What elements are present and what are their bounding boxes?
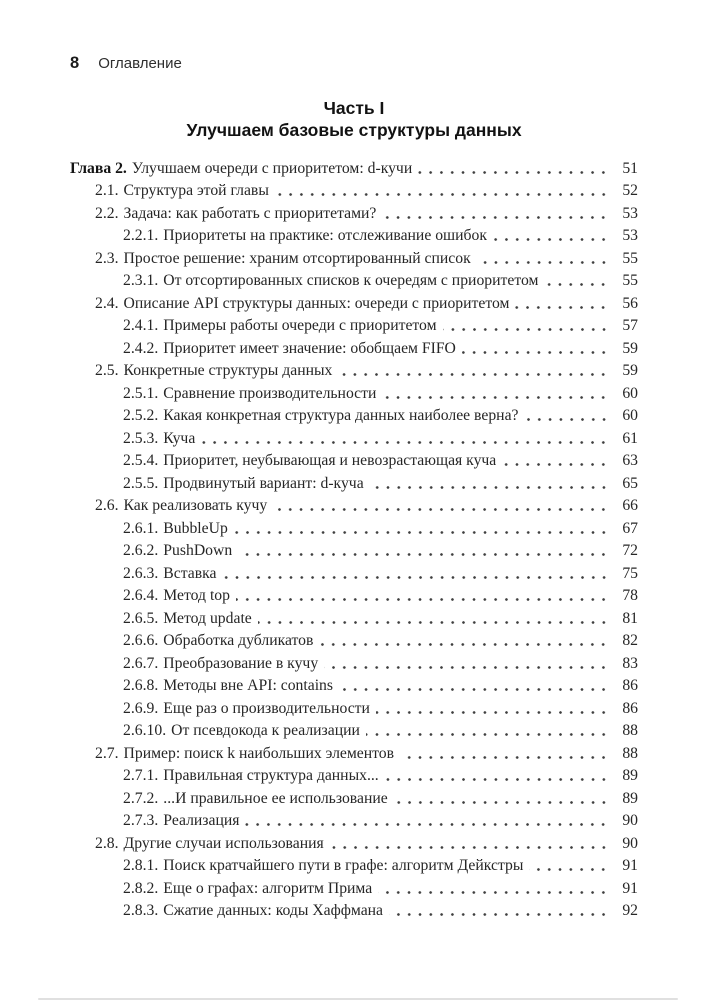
toc-leader-dots <box>382 396 609 399</box>
toc-entry-number: 2.6. <box>95 497 119 515</box>
toc-entry-title: Метод top <box>163 587 230 605</box>
toc-entry-title: Метод update <box>163 609 252 627</box>
toc-leader-dots <box>338 373 609 376</box>
toc-leader-dots <box>275 193 609 196</box>
toc-entry-page: 82 <box>622 632 638 650</box>
toc-entry-number: 2.6.6. <box>123 632 159 650</box>
toc-entry-number: 2.6.10. <box>123 722 167 740</box>
header-title: Оглавление <box>98 55 182 72</box>
toc-entry-page: 66 <box>622 497 638 515</box>
toc-entry-number: Глава 2. <box>70 159 127 177</box>
toc-entry-number: 2.6.4. <box>123 587 159 605</box>
toc-leader-dots <box>238 553 609 556</box>
toc-entry-title: ...И правильное ее использование <box>163 789 388 807</box>
toc-leader-dots <box>462 351 609 354</box>
toc-entry-page: 60 <box>622 407 638 425</box>
toc-entry-page: 72 <box>622 542 638 560</box>
toc-leader-dots <box>376 711 609 714</box>
toc-leader-dots <box>236 598 609 601</box>
toc-entry-page: 65 <box>622 474 638 492</box>
toc-entry-title: Приоритет имеет значение: обобщаем FIFO <box>163 339 456 357</box>
toc-entry <box>70 788 638 811</box>
toc-entry-title: Описание API структуры данных: очереди с приоритетом <box>123 294 510 312</box>
page-number: 8 <box>70 54 80 72</box>
toc-leader-dots <box>378 891 609 894</box>
toc-leader-dots <box>418 171 609 174</box>
toc-leader-dots <box>493 238 609 241</box>
toc-entry <box>70 541 638 564</box>
toc-entry-number: 2.5.1. <box>123 384 159 402</box>
toc-entry <box>70 383 638 406</box>
toc-entry-title: Преобразование в кучу <box>163 654 319 672</box>
toc-entry-number: 2.2.1. <box>123 227 159 245</box>
toc-entry <box>70 181 638 204</box>
toc-entry-number: 2.5. <box>95 362 119 380</box>
toc-leader-dots <box>319 643 609 646</box>
toc-leader-dots <box>339 688 609 691</box>
toc-entry-number: 2.7.2. <box>123 789 159 807</box>
toc-leader-dots <box>389 913 609 916</box>
toc-entry-number: 2.8.2. <box>123 879 159 897</box>
toc-entry-number: 2.5.2. <box>123 407 159 425</box>
toc-leader-dots <box>477 261 609 264</box>
toc-leader-dots <box>394 801 609 804</box>
toc-entry-page: 51 <box>622 159 638 177</box>
toc-entry-number: 2.4. <box>95 294 119 312</box>
toc-entry <box>70 428 638 451</box>
toc-entry <box>70 496 638 519</box>
toc-entry <box>70 653 638 676</box>
toc-entry-number: 2.3.1. <box>123 272 159 290</box>
toc-entry <box>70 203 638 226</box>
toc-entry-title: Другие случаи использования <box>123 834 324 852</box>
toc-leader-dots <box>400 756 609 759</box>
toc-entry <box>70 586 638 609</box>
toc-entry-page: 91 <box>622 857 638 875</box>
toc-entry <box>70 856 638 879</box>
toc-entry-number: 2.6.8. <box>123 677 159 695</box>
toc-entry-title: От отсортированных списков к очередям с приоритетом <box>163 272 539 290</box>
toc-leader-dots <box>330 846 609 849</box>
toc-entry-number: 2.6.3. <box>123 564 159 582</box>
toc-entry-page: 91 <box>622 879 638 897</box>
toc-entry-page: 61 <box>622 429 638 447</box>
toc-entry <box>70 676 638 699</box>
toc-entry <box>70 451 638 474</box>
toc-entry-title: Приоритеты на практике: отслеживание ошибок <box>163 227 487 245</box>
toc-entry-number: 2.6.5. <box>123 609 159 627</box>
toc-entry-title: Реализация <box>163 812 240 830</box>
toc-entry-page: 53 <box>622 204 638 222</box>
toc-entry-title: Как реализовать кучу <box>123 497 268 515</box>
toc-leader-dots <box>544 283 609 286</box>
toc-entry-title: Примеры работы очереди с приоритетом <box>163 317 437 335</box>
toc-entry-title: Поиск кратчайшего пути в графе: алгоритм Дейкстры <box>163 857 524 875</box>
toc-entry <box>70 743 638 766</box>
toc-entry-page: 83 <box>622 654 638 672</box>
toc-entry-page: 92 <box>622 902 638 920</box>
toc-entry <box>70 563 638 586</box>
running-header <box>70 54 182 73</box>
toc-entry-page: 75 <box>622 564 638 582</box>
toc-entry-number: 2.8.1. <box>123 857 159 875</box>
toc-entry-number: 2.8.3. <box>123 902 159 920</box>
toc-entry-page: 52 <box>622 182 638 200</box>
toc-entry-title: BubbleUp <box>163 519 228 537</box>
toc-entry-number: 2.7. <box>95 744 119 762</box>
toc-entry-number: 2.6.2. <box>123 542 159 560</box>
toc-entry <box>70 833 638 856</box>
toc-entry-title: PushDown <box>163 542 233 560</box>
toc-entry-page: 89 <box>622 767 638 785</box>
toc-entry-page: 86 <box>622 677 638 695</box>
toc-entry <box>70 811 638 834</box>
toc-entry-title: Обработка дубликатов <box>163 632 314 650</box>
page-bottom-edge <box>38 998 678 1000</box>
toc-entry <box>70 406 638 429</box>
toc-entry-title: Продвинутый вариант: d-куча <box>163 474 364 492</box>
toc-entry-page: 55 <box>622 272 638 290</box>
toc-entry <box>70 361 638 384</box>
toc-entry <box>70 698 638 721</box>
toc-entry-number: 2.5.3. <box>123 429 159 447</box>
toc-entry <box>70 473 638 496</box>
toc-entry-page: 57 <box>622 317 638 335</box>
toc-entry <box>70 878 638 901</box>
toc-entry-page: 89 <box>622 789 638 807</box>
toc-leader-dots <box>223 576 610 579</box>
toc-entry-number: 2.6.1. <box>123 519 159 537</box>
toc-entry-number: 2.4.2. <box>123 339 159 357</box>
toc-leader-dots <box>273 508 609 511</box>
toc-entry-page: 67 <box>622 519 638 537</box>
toc-entry-title: Куча <box>163 429 196 447</box>
toc-entry-page: 88 <box>622 722 638 740</box>
toc-leader-dots <box>370 486 609 489</box>
toc-leader-dots <box>502 463 609 466</box>
part-label: Часть I <box>323 98 385 118</box>
toc-entry-number: 2.3. <box>95 249 119 267</box>
toc-entry-number: 2.8. <box>95 834 119 852</box>
toc-entry-page: 63 <box>622 452 638 470</box>
part-title: Улучшаем базовые структуры данных <box>186 119 522 140</box>
toc-entry-page: 81 <box>622 609 638 627</box>
toc-entry <box>70 293 638 316</box>
toc-entry-title: Вставка <box>163 564 217 582</box>
toc-entry-title: Сравнение производительности <box>163 384 377 402</box>
toc-entry-number: 2.2. <box>95 204 119 222</box>
toc-entry-title: Улучшаем очереди с приоритетом: d-кучи <box>131 159 413 177</box>
toc-leader-dots <box>234 531 609 534</box>
toc-entry-title: Методы вне API: contains <box>163 677 334 695</box>
toc-entry <box>70 248 638 271</box>
toc-entry <box>70 226 638 249</box>
toc-leader-dots <box>443 328 609 331</box>
toc-entry <box>70 608 638 631</box>
toc-entry <box>70 518 638 541</box>
toc-leader-dots <box>515 306 609 309</box>
toc-leader-dots <box>324 666 609 669</box>
toc-entry-title: Какая конкретная структура данных наиболее верна? <box>163 407 519 425</box>
toc-entry-page: 90 <box>622 834 638 852</box>
toc-entry-page: 88 <box>622 744 638 762</box>
toc-entry <box>70 271 638 294</box>
toc-entry-number: 2.5.4. <box>123 452 159 470</box>
toc-entry-title: Правильная структура данных... <box>163 767 379 785</box>
toc-leader-dots <box>245 823 609 826</box>
toc-entry-title: Еще о графах: алгоритм Прима <box>163 879 373 897</box>
toc-entry-page: 86 <box>622 699 638 717</box>
toc-entry-page: 53 <box>622 227 638 245</box>
toc-leader-dots <box>385 778 609 781</box>
toc-entry <box>70 721 638 744</box>
toc-entry-title: Сжатие данных: коды Хаффмана <box>163 902 384 920</box>
toc-entry-title: Приоритет, неубывающая и невозрастающая куча <box>163 452 497 470</box>
toc-leader-dots <box>258 621 609 624</box>
toc-entry-title: От псевдокода к реализации <box>171 722 360 740</box>
toc-entry <box>70 338 638 361</box>
toc-entry-number: 2.7.3. <box>123 812 159 830</box>
part-heading <box>70 98 638 141</box>
toc-entry <box>70 631 638 654</box>
toc-entry-number: 2.6.7. <box>123 654 159 672</box>
toc-entry-title: Задача: как работать с приоритетами? <box>123 204 377 222</box>
toc-entry <box>70 316 638 339</box>
toc-entry-title: Простое решение: храним отсортированный список <box>123 249 471 267</box>
toc-entry-number: 2.4.1. <box>123 317 159 335</box>
toc-leader-dots <box>529 868 609 871</box>
toc-entry-page: 60 <box>622 384 638 402</box>
toc-leader-dots <box>201 441 609 444</box>
toc-leader-dots <box>382 216 609 219</box>
toc-entry-page: 90 <box>622 812 638 830</box>
toc-entry <box>70 766 638 789</box>
toc-entry <box>70 901 638 924</box>
toc-entry-number: 2.6.9. <box>123 699 159 717</box>
toc-leader-dots <box>525 418 609 421</box>
toc-entry-number: 2.1. <box>95 182 119 200</box>
toc-entry-page: 59 <box>622 339 638 357</box>
toc-entry-page: 55 <box>622 249 638 267</box>
toc-entry-page: 78 <box>622 587 638 605</box>
toc-entry-page: 56 <box>622 294 638 312</box>
toc-leader-dots <box>366 733 609 736</box>
toc-entry-title: Структура этой главы <box>123 182 269 200</box>
toc-entry-number: 2.7.1. <box>123 767 159 785</box>
toc-entry-title: Пример: поиск k наибольших элементов <box>123 744 395 762</box>
toc-entry-title: Еще раз о производительности <box>163 699 370 717</box>
toc-list <box>70 158 638 923</box>
toc-entry-number: 2.5.5. <box>123 474 159 492</box>
toc-entry-page: 59 <box>622 362 638 380</box>
toc-entry-title: Конкретные структуры данных <box>123 362 333 380</box>
toc-entry <box>70 158 638 181</box>
